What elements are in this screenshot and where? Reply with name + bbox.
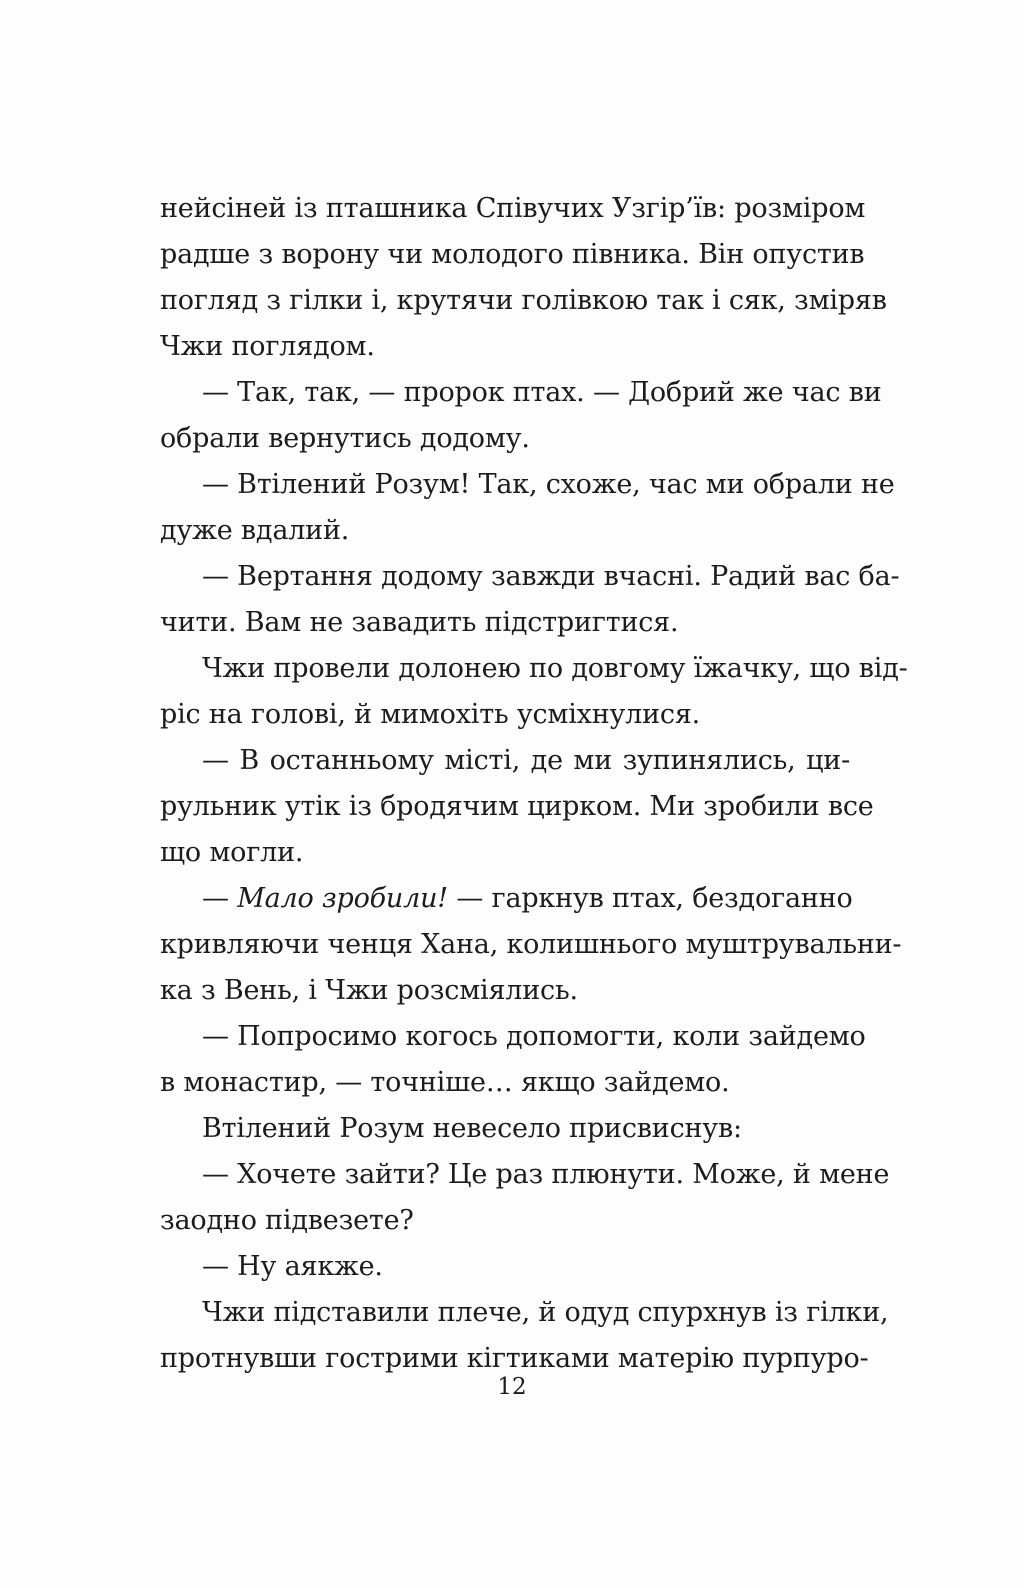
- text-line: Чжи провели долонею по довгому їжачку, що від-: [202, 653, 908, 684]
- text-line-mixed: [160, 876, 853, 922]
- text-line: заодно підвезете?: [160, 1205, 414, 1236]
- text-line: — Попросимо когось допомогти, коли зайдемо: [202, 1021, 866, 1052]
- text-line: кривляючи ченця Хана, колишнього муштрувальни-: [160, 929, 902, 960]
- text-line: — Так, так, — пророк птах. — Добрий же час ви: [202, 377, 882, 408]
- text-line: нейсіней із пташника Співучих Узгір’їв: розміром: [160, 193, 866, 224]
- text-line: погляд з гілки і, крутячи голівкою так і сяк, зміряв: [160, 285, 887, 316]
- text-line: ка з Вень, і Чжи розсміялись.: [160, 975, 578, 1006]
- text-line: Чжи поглядом.: [160, 331, 375, 362]
- text-line: Втілений Розум невесело присвиснув:: [202, 1113, 742, 1144]
- text-line: Чжи підставили плече, й одуд спурхнув із гілки,: [202, 1297, 889, 1328]
- text-line: дуже вдалий.: [160, 515, 350, 546]
- text-line: — Вертання додому завжди вчасні. Радий вас ба-: [202, 561, 900, 592]
- text-line: — Хочете зайти? Це раз плюнути. Може, й мене: [202, 1159, 890, 1190]
- line-rest: — гаркнув птах, бездоганно: [447, 883, 853, 914]
- text-line: ріс на голові, й мимохіть усміхнулися.: [160, 699, 701, 730]
- text-line: обрали вернутись додому.: [160, 423, 530, 454]
- text-line: що могли.: [160, 837, 304, 868]
- text-line: чити. Вам не завадить підстригтися.: [160, 607, 679, 638]
- text-line: — Ну аякже.: [202, 1251, 383, 1282]
- italic-phrase: Мало зробили!: [237, 883, 448, 914]
- text-line: — В останньому місті, де ми зупинялись, ци-: [202, 745, 850, 776]
- page-text: [160, 186, 908, 1382]
- text-line: радше з ворону чи молодого півника. Він опустив: [160, 239, 865, 270]
- text-line: рульник утік із бродячим цирком. Ми зробили все: [160, 791, 874, 822]
- dash: —: [202, 883, 238, 914]
- text-line: — Втілений Розум! Так, схоже, час ми обрали не: [202, 469, 895, 500]
- text-line: протнувши гострими кігтиками матерію пурпуро-: [160, 1343, 869, 1374]
- page-number: 12: [497, 1374, 527, 1400]
- text-line: в монастир, — точніше… якщо зайдемо.: [160, 1067, 730, 1098]
